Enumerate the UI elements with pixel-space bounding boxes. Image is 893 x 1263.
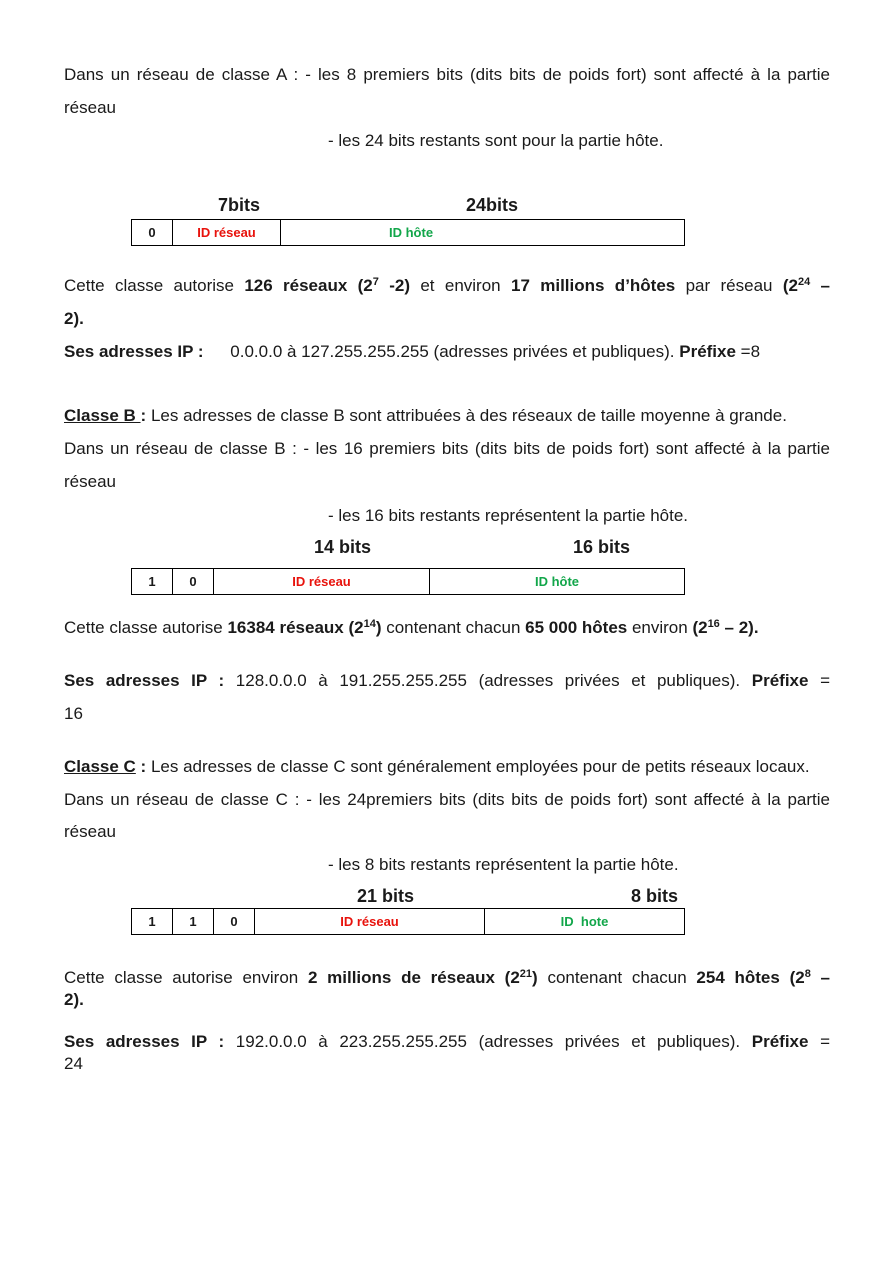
class-b-bits-net: 14 bits: [314, 537, 372, 557]
class-c-bits-host: 8 bits: [631, 886, 679, 906]
class-a-desc-cont: 2).: [64, 309, 84, 328]
class-a-bit-0: 0: [132, 220, 173, 246]
class-b-bit-1: 0: [173, 569, 214, 595]
class-c-bit-0: 1: [132, 909, 173, 935]
class-c-prefix-label: Préfixe: [751, 1032, 809, 1051]
class-b-host-id-cell: ID hôte: [430, 569, 685, 595]
class-b-prefix-cont: 16: [64, 704, 83, 723]
class-b-bit-0: 1: [132, 569, 173, 595]
class-b-bit-table: [131, 568, 685, 595]
class-b-host-line: - les 16 bits restants représentent la partie hôte.: [328, 506, 689, 525]
class-a-net-id-cell: ID réseau: [173, 220, 281, 246]
class-b-title: Classe B: [64, 406, 141, 425]
class-a-bit-table: [131, 219, 685, 246]
class-c-title: Classe C: [64, 757, 136, 776]
class-a-ip-range: 0.0.0.0 à 127.255.255.255 (adresses privées et publiques).: [230, 342, 675, 361]
class-a-prefix-label: Préfixe: [679, 342, 736, 361]
class-c-host-line: - les 8 bits restants représentent la partie hôte.: [328, 855, 679, 874]
class-a-bits-net: 7bits: [218, 195, 261, 215]
class-b-ip-range: 128.0.0.0 à 191.255.255.255 (adresses privées et publiques).: [235, 671, 741, 690]
class-c-ip-range: 192.0.0.0 à 223.255.255.255 (adresses privées et publiques).: [235, 1032, 741, 1051]
class-a-host-line: - les 24 bits restants sont pour la partie hôte.: [328, 131, 664, 150]
class-c-net-id-cell: ID réseau: [255, 909, 485, 935]
class-b-intro-cont: réseau: [64, 472, 116, 491]
class-a-prefix-value: =8: [740, 342, 761, 361]
class-c-host-id-cell: ID hote: [485, 909, 685, 935]
class-b-ip-label: Ses adresses IP :: [64, 671, 225, 690]
class-a-bits-host: 24bits: [466, 195, 519, 215]
class-c-title-line: Classe C : Les adresses de classe C sont généralement employées pour de petits réseaux locaux.: [64, 757, 810, 776]
class-c-desc: Cette classe autorise environ 2 millions de réseaux $(2^{21})$ contenant chacun 254 hôtes ($2^8$ –: [64, 968, 830, 987]
class-a-ip-label: Ses adresses IP :: [64, 342, 204, 361]
class-c-intro-cont: réseau: [64, 822, 116, 841]
class-c-bits-net: 21 bits: [357, 886, 415, 906]
class-b-prefix-value: =: [820, 671, 830, 690]
class-b-net-id-cell: ID réseau: [214, 569, 430, 595]
class-b-prefix-label: Préfixe: [751, 671, 809, 690]
class-a-desc: Cette classe autorise 126 réseaux ($2^7$ -2) et environ 17 millions d’hôtes par réseau ($2^{24}$ –: [64, 276, 831, 295]
class-c-desc-cont: 2).: [64, 990, 84, 1009]
class-a-host-id-cell: ID hôte: [281, 220, 685, 246]
class-b-title-line: Classe B : Les adresses de classe B sont attribuées à des réseaux de taille moyenne à grande.: [64, 406, 787, 425]
class-c-ip-line: [64, 1031, 830, 1053]
class-b-desc: Cette classe autorise 16384 réseaux $(2^{14})$ contenant chacun 65 000 hôtes environ $(2^{16} - 2)$.: [64, 618, 759, 637]
class-b-bits-host: 16 bits: [573, 537, 631, 557]
class-a-intro: Dans un réseau de classe A : - les 8 premiers bits (dits bits de poids fort) sont affecté à la partie: [64, 65, 830, 84]
class-c-prefix-value: =: [820, 1032, 830, 1051]
class-b-ip-line: [64, 670, 830, 692]
class-c-bit-1: 1: [173, 909, 214, 935]
class-c-intro: Dans un réseau de classe C : - les 24premiers bits (dits bits de poids fort) sont affecté à la partie: [64, 790, 830, 809]
class-c-prefix-cont: 24: [64, 1054, 83, 1073]
class-a-intro-cont: réseau: [64, 98, 116, 117]
class-a-ip-line: [64, 341, 830, 363]
class-c-ip-label: Ses adresses IP :: [64, 1032, 225, 1051]
class-b-intro: Dans un réseau de classe B : - les 16 premiers bits (dits bits de poids fort) sont affecté à la partie: [64, 439, 830, 458]
class-c-bit-2: 0: [214, 909, 255, 935]
class-c-bit-table: [131, 908, 685, 935]
